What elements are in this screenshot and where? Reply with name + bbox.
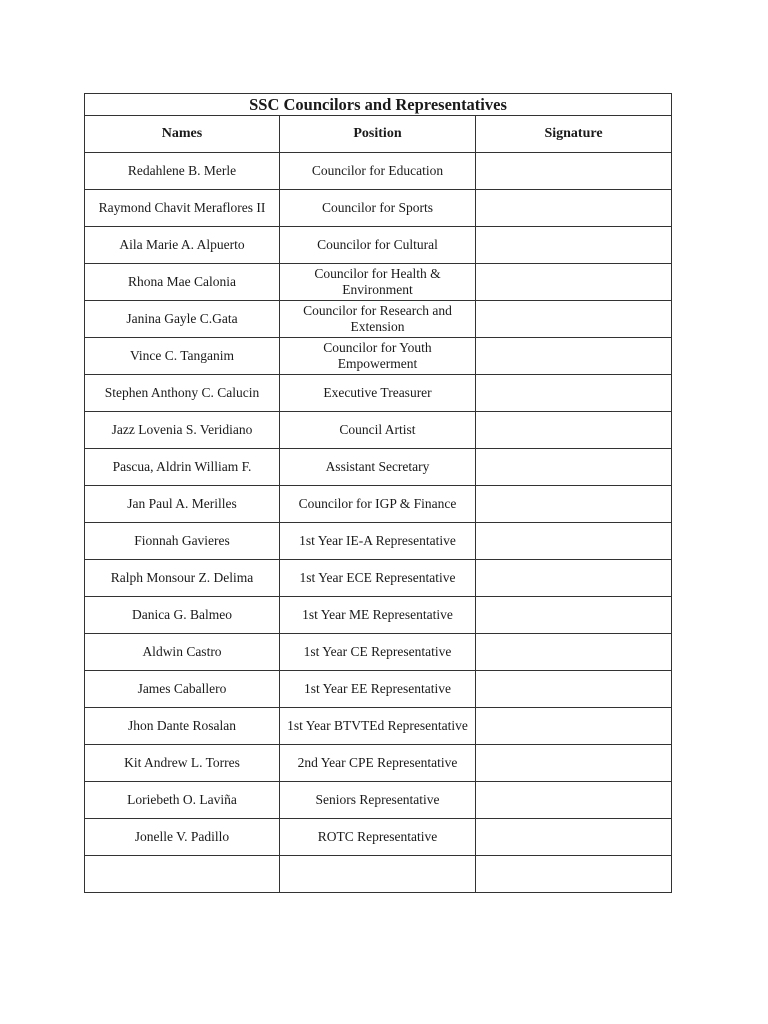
signature-cell [476,486,672,523]
position-column-header: Position [280,116,476,153]
name-cell: Rhona Mae Calonia [85,264,280,301]
position-cell: Councilor for Research and Extension [280,301,476,338]
name-cell: Fionnah Gavieres [85,523,280,560]
table-row [85,375,672,412]
position-cell: 1st Year ECE Representative [280,560,476,597]
name-cell: Ralph Monsour Z. Delima [85,560,280,597]
signature-cell [476,227,672,264]
roster-table [84,93,672,893]
name-cell: Jan Paul A. Merilles [85,486,280,523]
table-row [85,486,672,523]
position-cell: 1st Year EE Representative [280,671,476,708]
table-row [85,782,672,819]
position-cell: Councilor for Youth Empowerment [280,338,476,375]
signature-cell [476,856,672,893]
table-header-row [85,116,672,153]
position-cell: Assistant Secretary [280,449,476,486]
name-cell: Janina Gayle C.Gata [85,301,280,338]
signature-cell [476,338,672,375]
table-row [85,190,672,227]
table-row [85,745,672,782]
signature-cell [476,190,672,227]
name-cell: Aldwin Castro [85,634,280,671]
name-cell: Vince C. Tanganim [85,338,280,375]
signature-cell [476,634,672,671]
names-column-header: Names [85,116,280,153]
name-cell: Aila Marie A. Alpuerto [85,227,280,264]
position-cell: 1st Year ME Representative [280,597,476,634]
signature-cell [476,560,672,597]
name-cell: Stephen Anthony C. Calucin [85,375,280,412]
position-cell: Councilor for IGP & Finance [280,486,476,523]
name-cell: Loriebeth O. Laviña [85,782,280,819]
signature-cell [476,782,672,819]
name-cell: Jonelle V. Padillo [85,819,280,856]
table-row [85,301,672,338]
table-row [85,338,672,375]
position-cell: Councilor for Education [280,153,476,190]
signature-cell [476,819,672,856]
position-cell: 2nd Year CPE Representative [280,745,476,782]
name-cell: Jazz Lovenia S. Veridiano [85,412,280,449]
signature-cell [476,745,672,782]
signature-cell [476,153,672,190]
signature-cell [476,264,672,301]
signature-cell [476,708,672,745]
table-row [85,560,672,597]
document-page [84,93,671,893]
signature-cell [476,301,672,338]
position-cell: Seniors Representative [280,782,476,819]
table-row [85,708,672,745]
position-cell: 1st Year CE Representative [280,634,476,671]
position-cell: 1st Year BTVTEd Representative [280,708,476,745]
position-cell [280,856,476,893]
signature-cell [476,449,672,486]
position-cell: Councilor for Sports [280,190,476,227]
name-cell [85,856,280,893]
signature-cell [476,671,672,708]
table-row [85,264,672,301]
table-row [85,153,672,190]
table-row [85,227,672,264]
name-cell: Danica G. Balmeo [85,597,280,634]
signature-cell [476,523,672,560]
signature-column-header: Signature [476,116,672,153]
name-cell: Raymond Chavit Meraflores II [85,190,280,227]
name-cell: Jhon Dante Rosalan [85,708,280,745]
table-row [85,819,672,856]
table-title-row [85,94,672,116]
signature-cell [476,412,672,449]
table-row [85,671,672,708]
name-cell: James Caballero [85,671,280,708]
table-row [85,449,672,486]
position-cell: 1st Year IE-A Representative [280,523,476,560]
table-title: SSC Councilors and Representatives [85,94,672,116]
position-cell: Councilor for Cultural [280,227,476,264]
position-cell: Council Artist [280,412,476,449]
position-cell: ROTC Representative [280,819,476,856]
signature-cell [476,375,672,412]
name-cell: Pascua, Aldrin William F. [85,449,280,486]
name-cell: Redahlene B. Merle [85,153,280,190]
table-row [85,523,672,560]
position-cell: Executive Treasurer [280,375,476,412]
table-row [85,856,672,893]
table-row [85,412,672,449]
table-row [85,597,672,634]
table-row [85,634,672,671]
position-cell: Councilor for Health & Environment [280,264,476,301]
signature-cell [476,597,672,634]
name-cell: Kit Andrew L. Torres [85,745,280,782]
